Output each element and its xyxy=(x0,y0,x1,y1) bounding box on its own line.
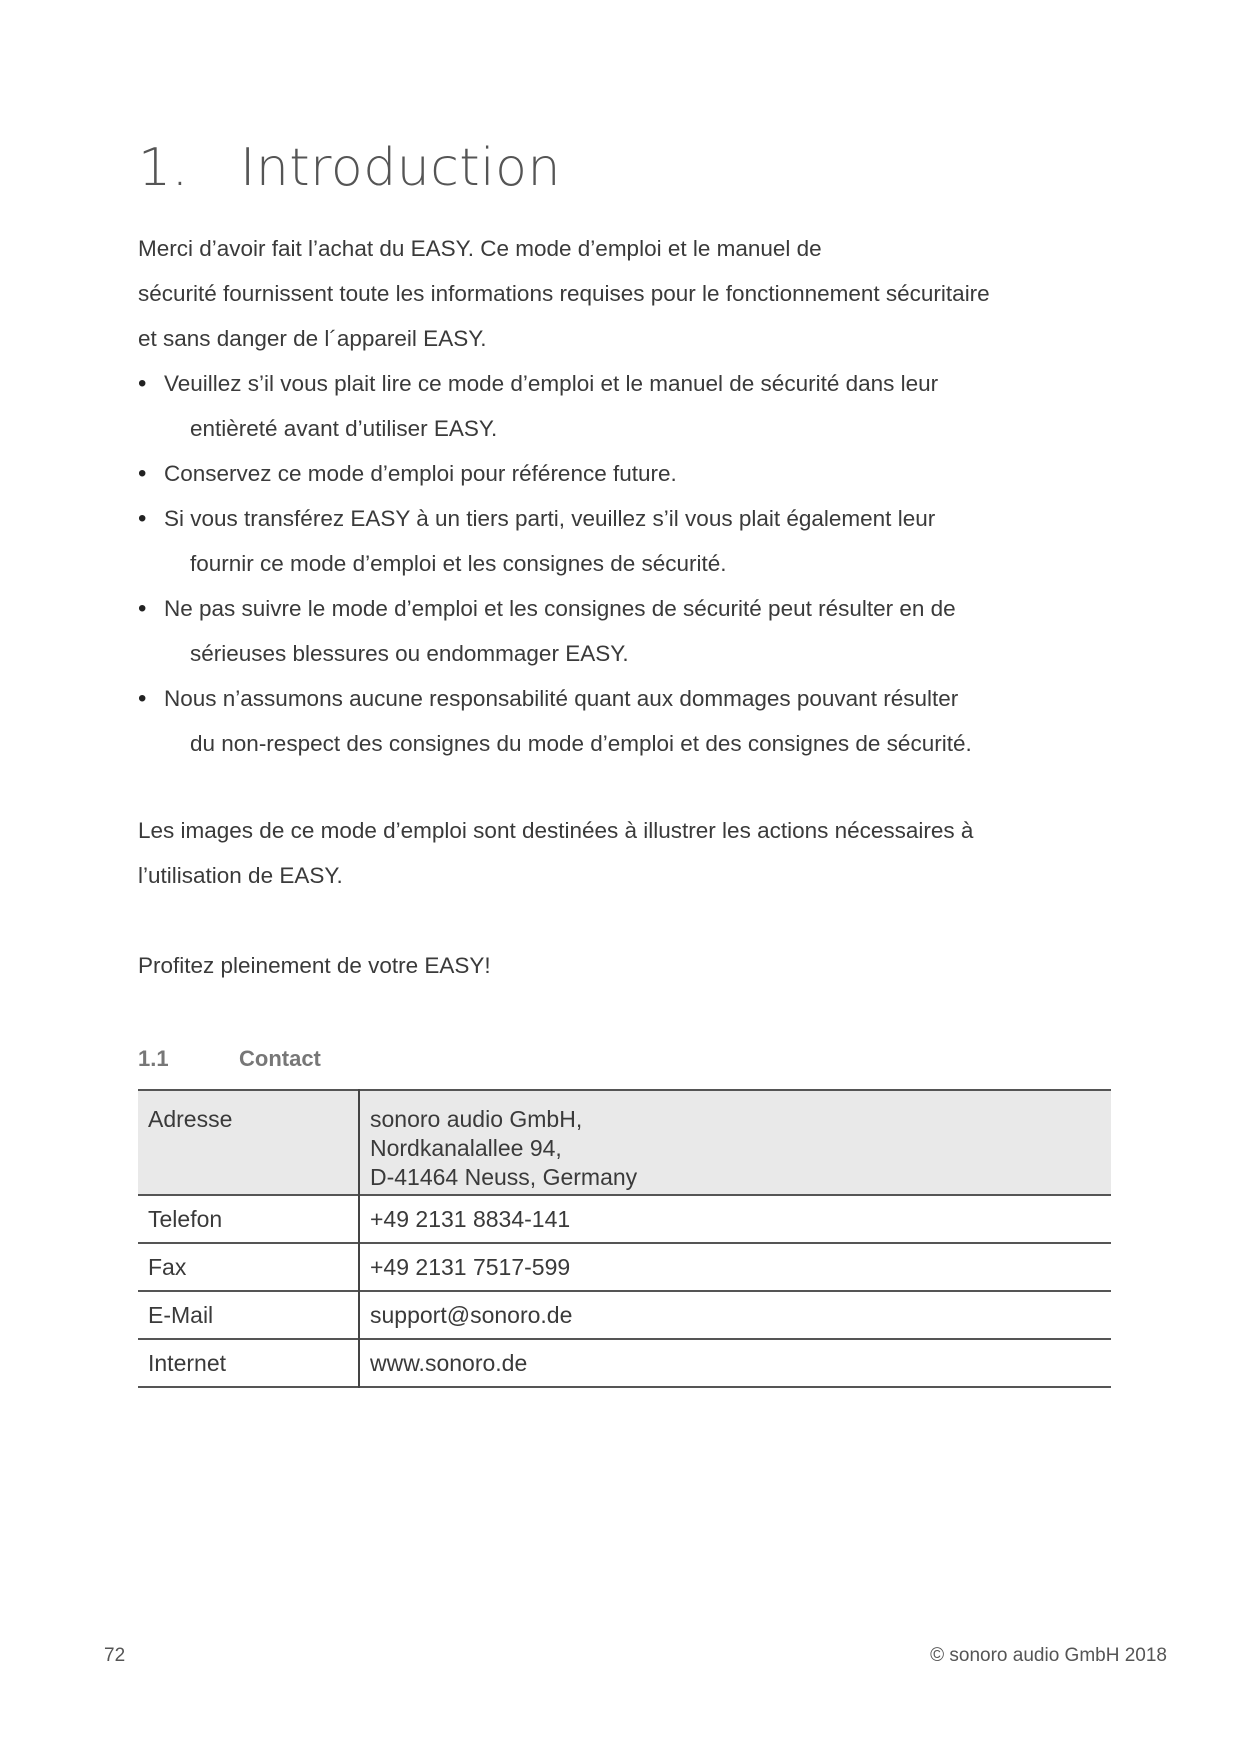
bullet-continuation: entièreté avant d’utiliser EASY. xyxy=(190,416,498,441)
website-value: www.sonoro.de xyxy=(370,1350,528,1376)
bullet-item xyxy=(138,676,1128,766)
table-row xyxy=(138,1195,1111,1243)
website-label: Internet xyxy=(138,1339,359,1387)
images-note-line: Les images de ce mode d’emploi sont destinées à illustrer les actions nécessaires à xyxy=(138,818,974,843)
table-row xyxy=(138,1243,1111,1291)
images-note-line: l’utilisation de EASY. xyxy=(138,863,343,888)
table-row xyxy=(138,1291,1111,1339)
bullet-item xyxy=(138,361,1128,451)
bullet-text: • Nous n’assumons aucune responsabilité quant aux dommages pouvant résulter xyxy=(164,686,959,711)
address-line: Nordkanalallee 94, xyxy=(370,1135,562,1161)
bullet-text: • Conservez ce mode d’emploi pour référence future. xyxy=(164,461,677,486)
page-title xyxy=(138,138,561,198)
section-title: Contact xyxy=(239,1046,321,1071)
email-label: E-Mail xyxy=(138,1291,359,1339)
table-row xyxy=(138,1339,1111,1387)
address-line: D-41464 Neuss, Germany xyxy=(370,1164,638,1190)
safety-bullet-list xyxy=(138,361,1128,766)
bullet-continuation: fournir ce mode d’emploi et les consignes de sécurité. xyxy=(190,551,727,576)
bullet-continuation: du non-respect des consignes du mode d’emploi et des consignes de sécurité. xyxy=(190,731,972,756)
images-note-paragraph xyxy=(138,808,1118,898)
closing-sentence: Profitez pleinement de votre EASY! xyxy=(138,953,491,978)
section-number: 1.1 xyxy=(138,1046,169,1071)
contact-table xyxy=(138,1089,1111,1388)
address-label: Adresse xyxy=(138,1090,359,1195)
bullet-text: • Si vous transférez EASY à un tiers parti, veuillez s’il vous plait également leur xyxy=(164,506,936,531)
section-heading xyxy=(138,1046,321,1072)
bullet-item xyxy=(138,451,1128,496)
intro-line: sécurité fournissent toute les informations requises pour le fonctionnement sécuritaire xyxy=(138,281,990,306)
fax-value: +49 2131 7517-599 xyxy=(370,1254,571,1280)
bullet-continuation: sérieuses blessures ou endommager EASY. xyxy=(190,641,629,666)
intro-line: et sans danger de l´appareil EASY. xyxy=(138,326,487,351)
chapter-number: 1. xyxy=(138,138,189,198)
address-line: sonoro audio GmbH, xyxy=(370,1106,583,1132)
copyright-notice: © sonoro audio GmbH 2018 xyxy=(930,1645,1167,1666)
fax-label: Fax xyxy=(138,1243,359,1291)
table-row xyxy=(138,1090,1111,1195)
phone-label: Telefon xyxy=(138,1195,359,1243)
page-number: 72 xyxy=(104,1645,126,1666)
intro-paragraph xyxy=(138,226,1118,361)
bullet-text: • Veuillez s’il vous plait lire ce mode d’emploi et le manuel de sécurité dans leur xyxy=(164,371,939,396)
email-value: support@sonoro.de xyxy=(370,1302,573,1328)
phone-value: +49 2131 8834-141 xyxy=(370,1206,571,1232)
chapter-title: Introduction xyxy=(240,138,561,198)
intro-line: Merci d’avoir fait l’achat du EASY. Ce mode d’emploi et le manuel de xyxy=(138,236,822,261)
bullet-item xyxy=(138,496,1128,586)
bullet-item xyxy=(138,586,1128,676)
bullet-text: • Ne pas suivre le mode d’emploi et les consignes de sécurité peut résulter en de xyxy=(164,596,956,621)
address-value xyxy=(359,1090,1111,1195)
